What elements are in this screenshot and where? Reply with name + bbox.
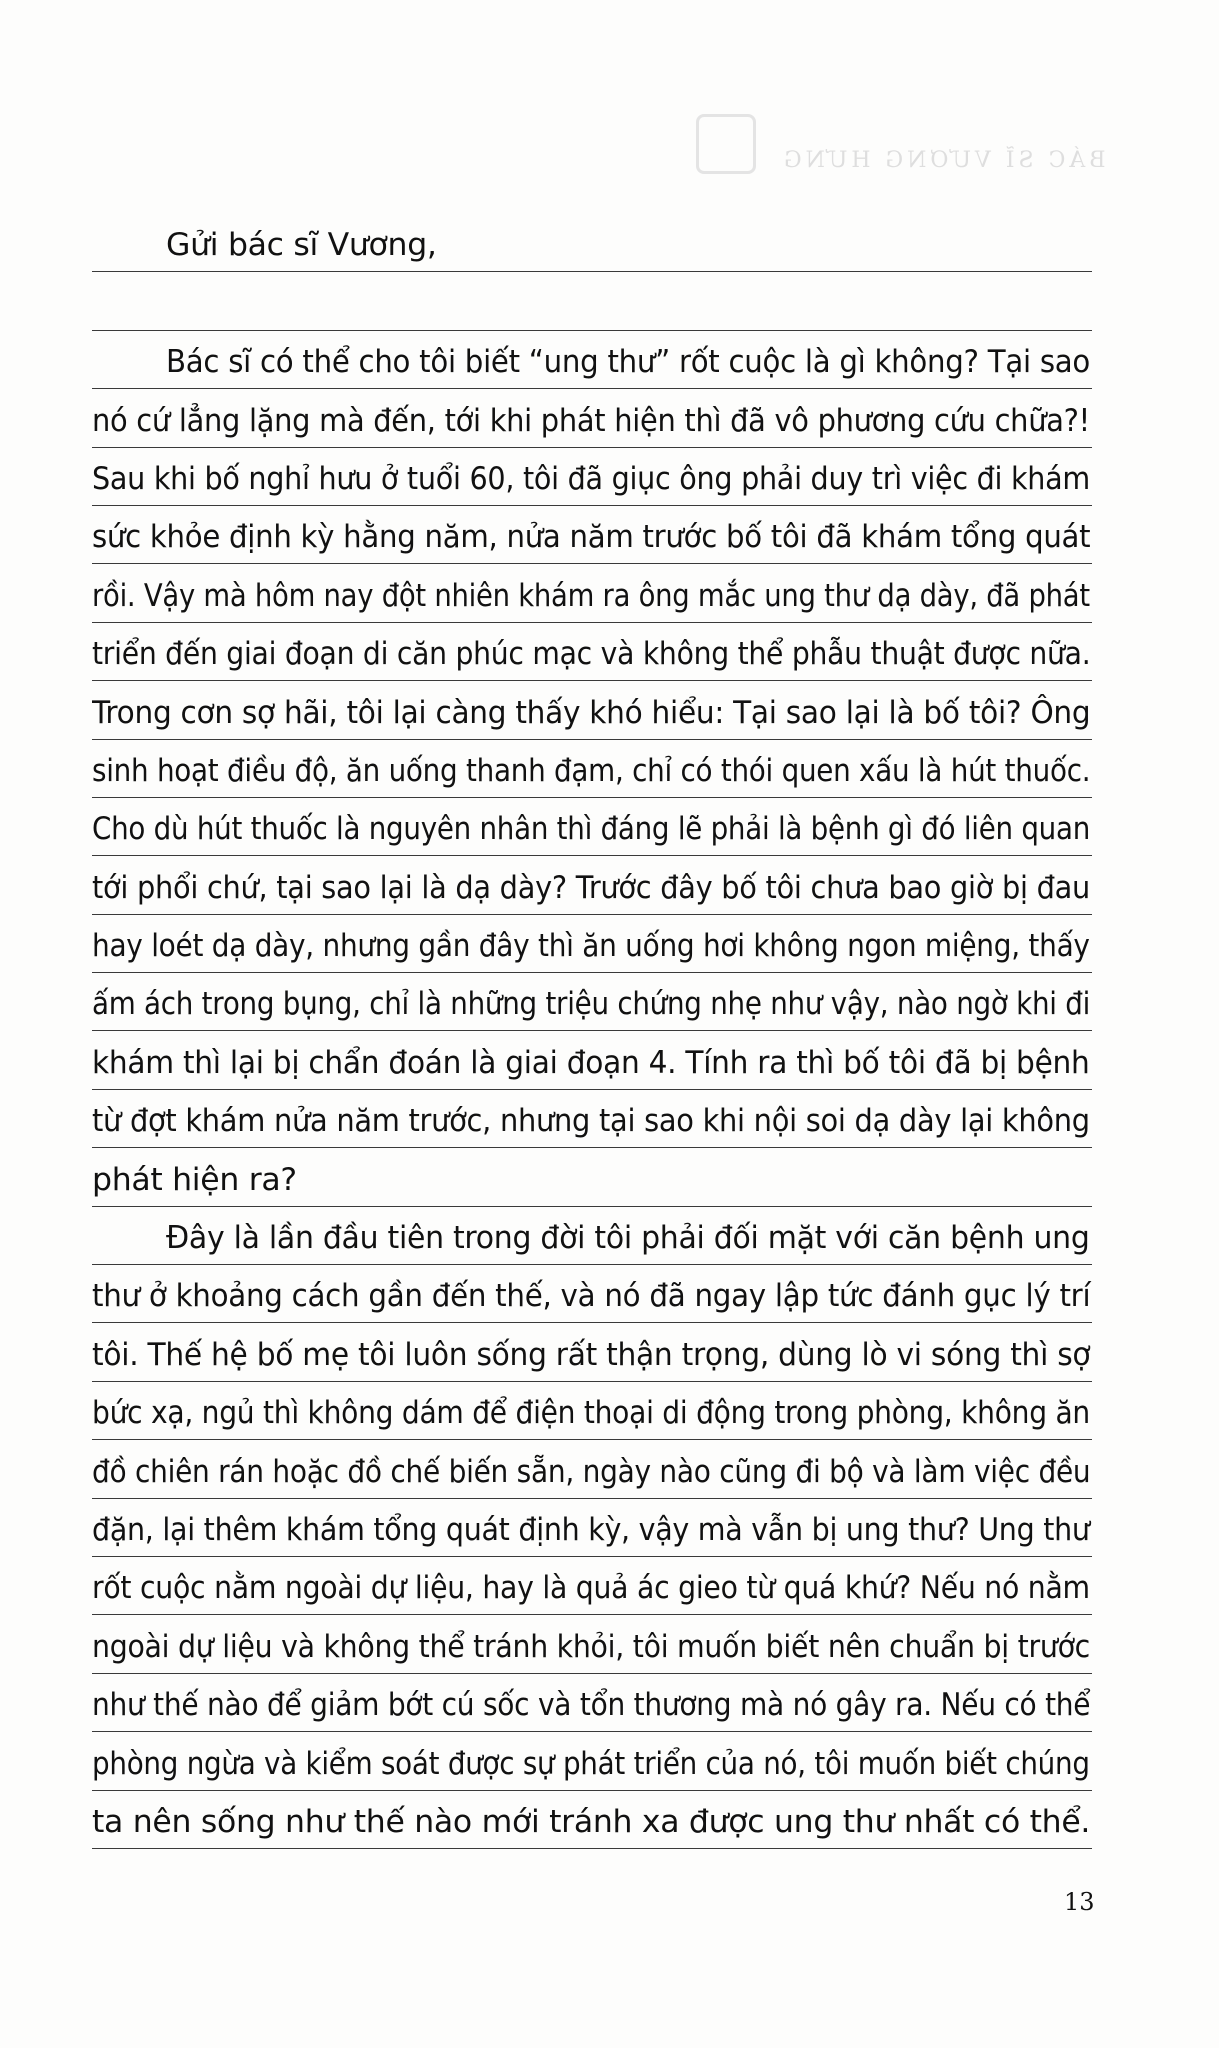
- letter-line: tới phổi chứ, tại sao lại là dạ dày? Trước đây bố tôi chưa bao giờ bị đau: [92, 856, 1092, 914]
- page-number: 13: [1064, 1888, 1095, 1916]
- letter-line: bức xạ, ngủ thì không dám để điện thoại di động trong phòng, không ăn: [92, 1382, 1092, 1440]
- letter-line: Bác sĩ có thể cho tôi biết “ung thư” rốt cuộc là gì không? Tại sao: [92, 331, 1092, 389]
- bleed-through-header: [690, 110, 1110, 173]
- letter-line: từ đợt khám nửa năm trước, nhưng tại sao khi nội soi dạ dày lại không: [92, 1090, 1092, 1148]
- letter-line: ngoài dự liệu và không thể tránh khỏi, tôi muốn biết nên chuẩn bị trước: [92, 1615, 1092, 1673]
- bleed-through-logo-icon: [696, 114, 756, 174]
- letter-line: đặn, lại thêm khám tổng quát định kỳ, vậy mà vẫn bị ung thư? Ung thư: [92, 1499, 1092, 1557]
- letter-line: ta nên sống như thế nào mới tránh xa được ung thư nhất có thể.: [92, 1791, 1092, 1849]
- letter-line: rồi. Vậy mà hôm nay đột nhiên khám ra ông mắc ung thư dạ dày, đã phát: [92, 564, 1092, 622]
- letter-line: tôi. Thế hệ bố mẹ tôi luôn sống rất thận trọng, dùng lò vi sóng thì sợ: [92, 1323, 1092, 1381]
- letter-line: sức khỏe định kỳ hằng năm, nửa năm trước bố tôi đã khám tổng quát: [92, 506, 1092, 564]
- letter-line: sinh hoạt điều độ, ăn uống thanh đạm, chỉ có thói quen xấu là hút thuốc.: [92, 740, 1092, 798]
- letter-line: thư ở khoảng cách gần đến thế, và nó đã ngay lập tức đánh gục lý trí: [92, 1265, 1092, 1323]
- letter-line-blank: [92, 272, 1092, 330]
- letter-line: triển đến giai đoạn di căn phúc mạc và không thể phẫu thuật được nữa.: [92, 623, 1092, 681]
- letter-line: khám thì lại bị chẩn đoán là giai đoạn 4. Tính ra thì bố tôi đã bị bệnh: [92, 1031, 1092, 1089]
- letter-line-salutation: Gửi bác sĩ Vương,: [92, 214, 1092, 272]
- letter-line: rốt cuộc nằm ngoài dự liệu, hay là quả ác gieo từ quá khứ? Nếu nó nằm: [92, 1557, 1092, 1615]
- letter-line: đồ chiên rán hoặc đồ chế biến sẵn, ngày nào cũng đi bộ và làm việc đều: [92, 1440, 1092, 1498]
- letter-line: hay loét dạ dày, nhưng gần đây thì ăn uống hơi không ngon miệng, thấy: [92, 915, 1092, 973]
- letter-body: [92, 214, 1092, 1849]
- letter-line: Đây là lần đầu tiên trong đời tôi phải đối mặt với căn bệnh ung: [92, 1207, 1092, 1265]
- bleed-through-title: BÁC SĨ VƯƠNG HƯNG: [780, 148, 1106, 173]
- letter-line: như thế nào để giảm bớt cú sốc và tổn thương mà nó gây ra. Nếu có thể: [92, 1674, 1092, 1732]
- letter-line: phòng ngừa và kiểm soát được sự phát triển của nó, tôi muốn biết chúng: [92, 1732, 1092, 1790]
- letter-line: Sau khi bố nghỉ hưu ở tuổi 60, tôi đã giục ông phải duy trì việc đi khám: [92, 448, 1092, 506]
- letter-line: Trong cơn sợ hãi, tôi lại càng thấy khó hiểu: Tại sao lại là bố tôi? Ông: [92, 681, 1092, 739]
- letter-line: nó cứ lẳng lặng mà đến, tới khi phát hiện thì đã vô phương cứu chữa?!: [92, 389, 1092, 447]
- letter-line: phát hiện ra?: [92, 1148, 1092, 1206]
- letter-line: ấm ách trong bụng, chỉ là những triệu chứng nhẹ như vậy, nào ngờ khi đi: [92, 973, 1092, 1031]
- letter-line: Cho dù hút thuốc là nguyên nhân thì đáng lẽ phải là bệnh gì đó liên quan: [92, 798, 1092, 856]
